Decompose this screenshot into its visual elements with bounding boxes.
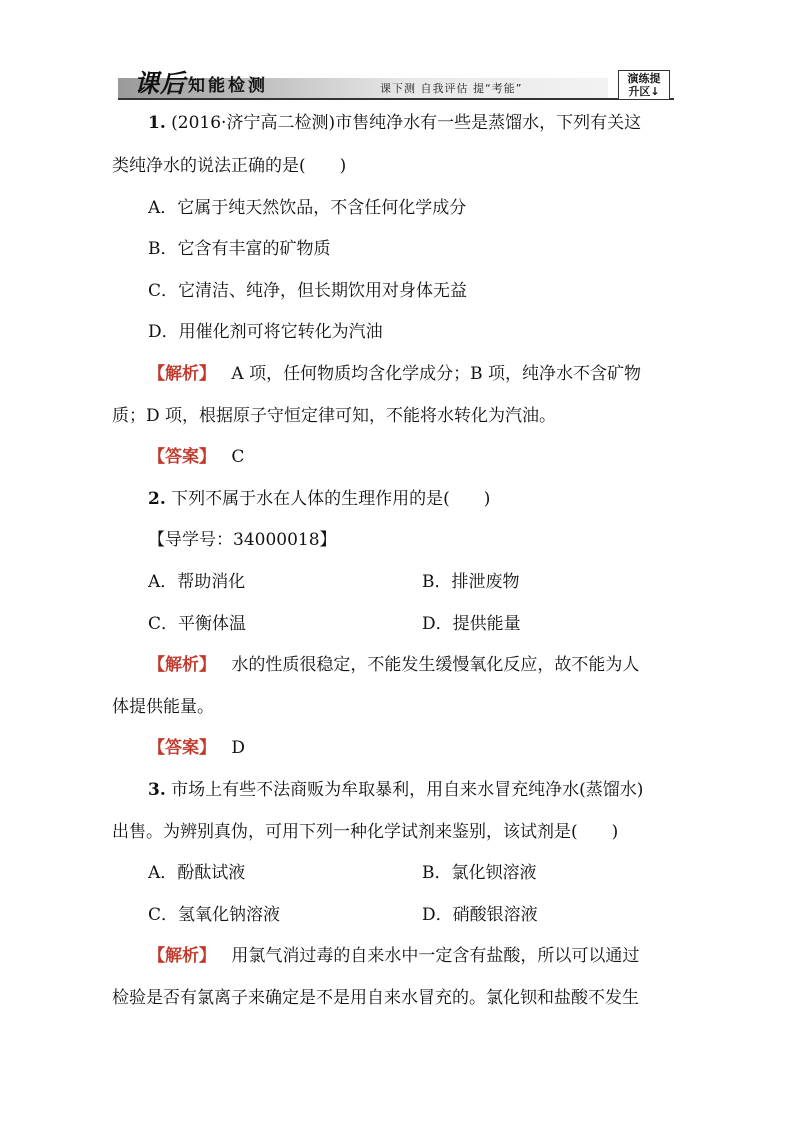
q2-options-row2 — [148, 612, 521, 636]
section-header — [118, 68, 674, 102]
q3-stem-line2: 出售。为辨别真伪，可用下列一种化学试剂来鉴别，该试剂是( ) — [112, 822, 619, 842]
q2-answer: D — [231, 738, 246, 758]
header-title — [134, 68, 268, 98]
q2-option-b: B．排泄废物 — [422, 572, 520, 592]
q1-analysis-text1: A 项，任何物质均含化学成分；B 项，纯净水不含矿物 — [231, 364, 641, 384]
q2-analysis-line2: 体提供能量。 — [112, 697, 214, 717]
q2-answer-line — [148, 736, 245, 760]
q2-option-c: C．平衡体温 — [148, 614, 247, 634]
header-subtitle: 课下测 自我评估 提“考能” — [380, 82, 523, 95]
q1-number: 1. — [148, 113, 166, 133]
header-practice-box[interactable] — [618, 70, 670, 100]
q3-option-a: A．酚酞试液 — [148, 863, 246, 883]
q1-analysis-line1 — [148, 362, 641, 386]
q2-option-d: D．提供能量 — [422, 614, 521, 634]
q3-analysis-line1 — [148, 944, 639, 968]
q3-stem-line1 — [148, 778, 643, 802]
q2-options-row1 — [148, 570, 520, 594]
q1-stem-line1 — [148, 111, 641, 135]
q3-options-row2 — [148, 903, 538, 927]
q2-answer-tag: 【答案】 — [148, 738, 216, 758]
q2-guide-number: 【导学号：34000018】 — [148, 530, 337, 550]
q3-text-line1: 市场上有些不法商贩为牟取暴利，用自来水冒充纯净水(蒸馏水) — [171, 780, 644, 800]
q2-analysis-line1 — [148, 653, 639, 677]
q1-stem-line2: 类纯净水的说法正确的是( ) — [112, 156, 347, 176]
header-title-big: 课后 — [134, 69, 187, 98]
q3-option-d: D．硝酸银溶液 — [422, 905, 538, 925]
header-title-small: 知能检测 — [188, 76, 269, 96]
q2-analysis-tag: 【解析】 — [148, 655, 216, 675]
header-rule — [118, 98, 674, 100]
q1-option-b: B．它含有丰富的矿物质 — [148, 239, 331, 259]
header-box-line2: 升区↓ — [628, 85, 660, 98]
q3-options-row1 — [148, 861, 537, 885]
q1-option-c: C．它清洁、纯净，但长期饮用对身体无益 — [148, 281, 468, 301]
q2-analysis-text1: 水的性质很稳定，不能发生缓慢氧化反应，故不能为人 — [231, 655, 640, 675]
q3-option-c: C．氢氧化钠溶液 — [148, 905, 281, 925]
q1-option-d: D．用催化剂可将它转化为汽油 — [148, 322, 383, 342]
q3-analysis-tag: 【解析】 — [148, 946, 216, 966]
q3-number: 3. — [148, 780, 166, 800]
q1-analysis-line2: 质；D 项，根据原子守恒定律可知，不能将水转化为汽油。 — [112, 406, 557, 426]
q1-answer: C — [231, 447, 245, 467]
q2-text-line1: 下列不属于水在人体的生理作用的是( ) — [171, 489, 491, 509]
q2-option-a: A．帮助消化 — [148, 572, 246, 592]
q1-analysis-tag: 【解析】 — [148, 364, 216, 384]
q1-text-line1: (2016·济宁高二检测)市售纯净水有一些是蒸馏水，下列有关这 — [171, 113, 642, 133]
q1-answer-line — [148, 445, 244, 469]
q1-option-a: A．它属于纯天然饮品，不含任何化学成分 — [148, 198, 467, 218]
q3-analysis-text1: 用氯气消过毒的自来水中一定含有盐酸，所以可以通过 — [231, 946, 640, 966]
q2-number: 2. — [148, 489, 166, 509]
q1-answer-tag: 【答案】 — [148, 447, 216, 467]
q3-analysis-line2: 检验是否有氯离子来确定是不是用自来水冒充的。氯化钡和盐酸不发生 — [112, 988, 639, 1008]
header-box-line1: 演练提 — [627, 72, 661, 85]
q3-option-b: B．氯化钡溶液 — [422, 863, 537, 883]
q2-stem-line1 — [148, 487, 490, 511]
